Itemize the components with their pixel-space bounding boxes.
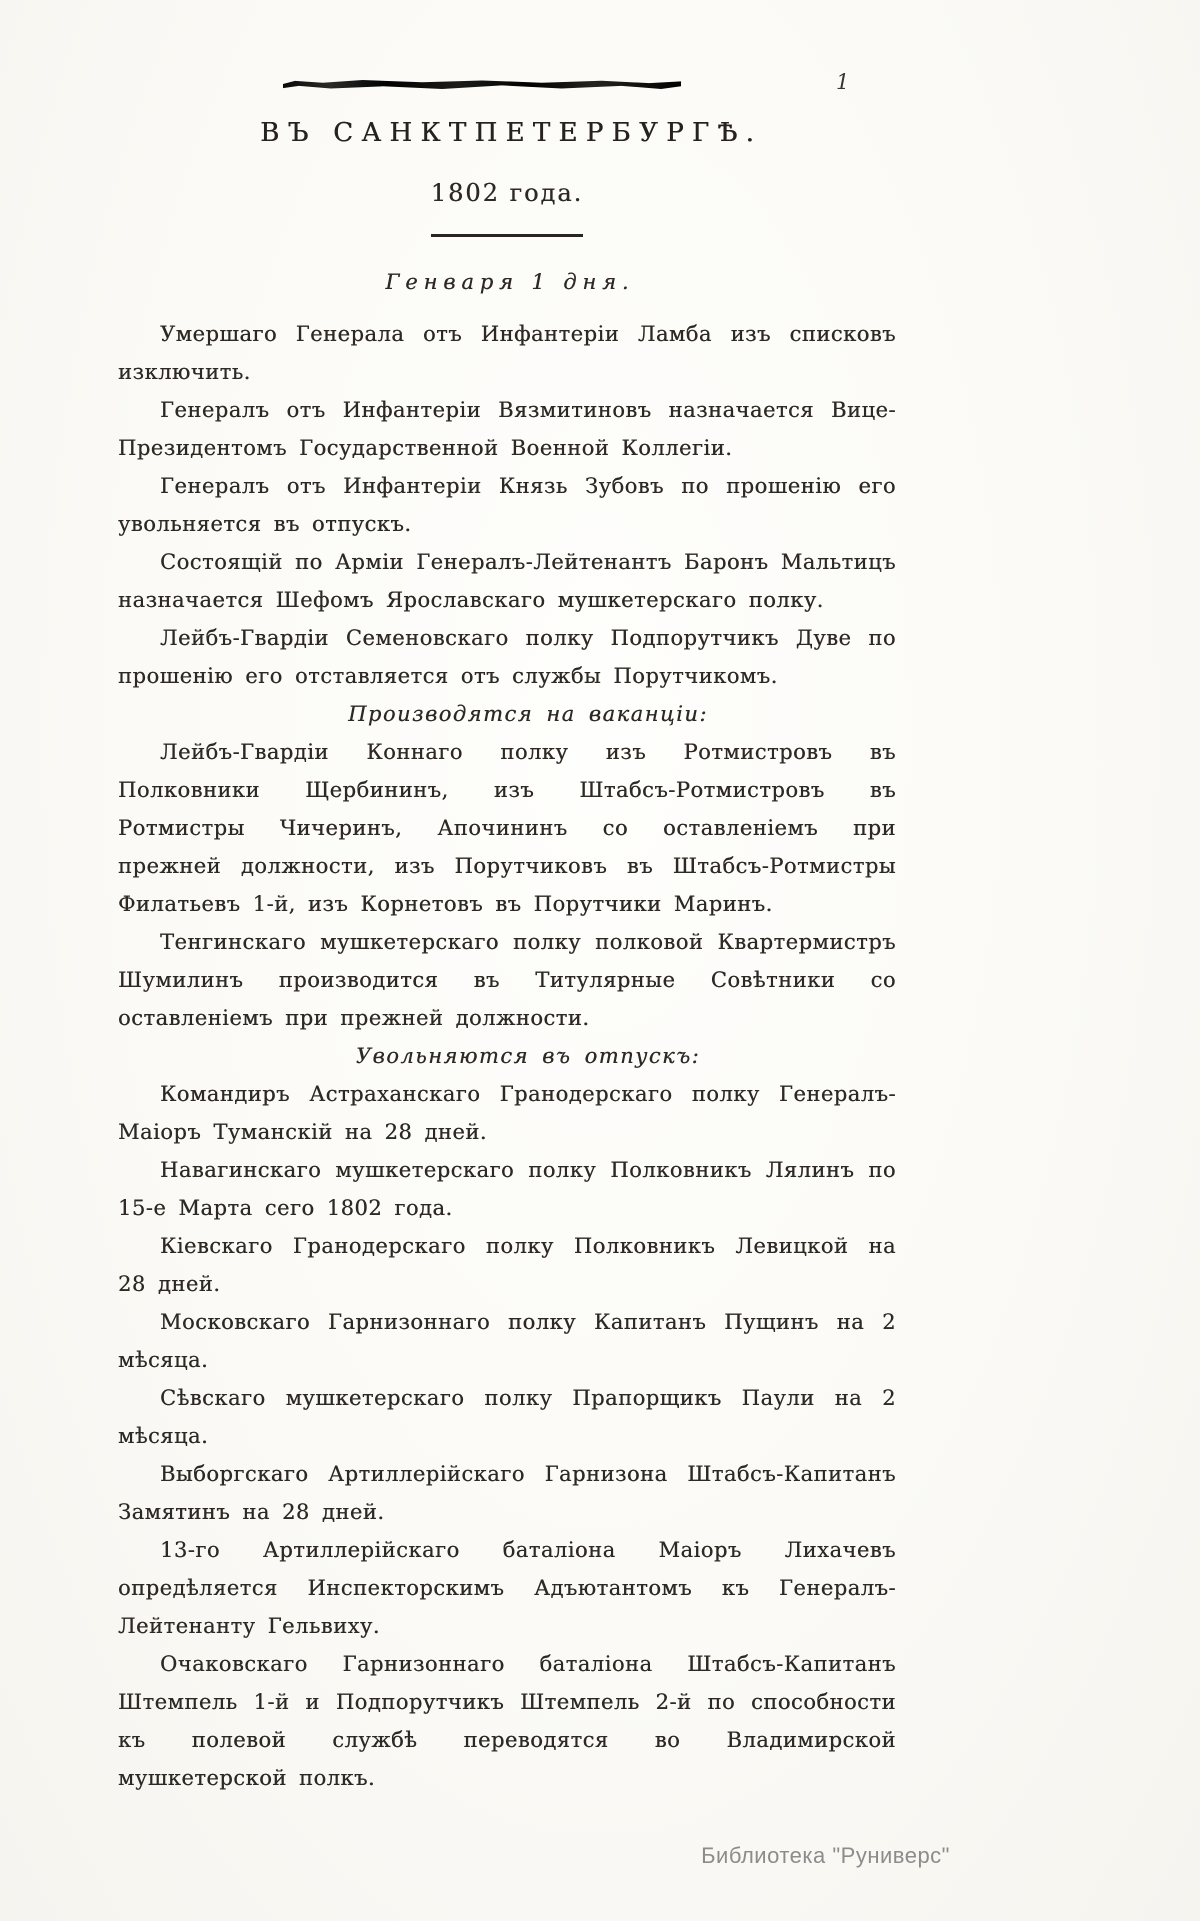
section-appointments bbox=[118, 315, 896, 695]
order-paragraph: Сѣвскаго мушкетерскаго полку Прапорщикъ Паули на 2 мѣсяца. bbox=[118, 1386, 896, 1448]
order-paragraph: 13-го Артиллерійскаго баталіона Маіоръ Лихачевъ опредѣляется Инспекторскимъ Адъютантомъ къ Генералъ-Лейтенанту Гельвиху. bbox=[118, 1538, 896, 1638]
order-paragraph: Генералъ отъ Инфантеріи Князь Зубовъ по прошенію его увольняется въ отпускъ. bbox=[118, 474, 896, 536]
order-paragraph: Состоящій по Арміи Генералъ-Лейтенантъ Баронъ Мальтицъ назначается Шефомъ Ярославскаго мушкетерскаго полку. bbox=[118, 550, 896, 612]
order-paragraph: Московскаго Гарнизоннаго полку Капитанъ Пущинъ на 2 мѣсяца. bbox=[118, 1310, 896, 1372]
library-watermark: Библиотека "Руниверс" bbox=[701, 1843, 950, 1868]
order-paragraph: Генералъ отъ Инфантеріи Вязмитиновъ назначается Вице-Президентомъ Государственной Военной Коллегіи. bbox=[118, 398, 896, 460]
section-leaves bbox=[118, 1037, 896, 1797]
order-paragraph: Навагинскаго мушкетерскаго полку Полковникъ Лялинъ по 15-е Марта сего 1802 года. bbox=[118, 1158, 896, 1220]
order-paragraph: Лейбъ-Гвардіи Семеновскаго полку Подпорутчикъ Дуве по прошенію его отставляется отъ службы Порутчикомъ. bbox=[118, 626, 896, 688]
city-title: ВЪ САНКТПЕТЕРБУРГѢ. bbox=[260, 118, 763, 148]
order-paragraph: Командиръ Астраханскаго Гранодерскаго полку Генералъ-Маіоръ Туманскій на 28 дней. bbox=[118, 1082, 896, 1144]
page-number: 1 bbox=[836, 70, 850, 94]
document-content bbox=[118, 118, 896, 1797]
section-promotions bbox=[118, 695, 896, 1037]
date-heading: Генваря 1 дня. bbox=[385, 270, 635, 294]
order-paragraph: Тенгинскаго мушкетерскаго полку полковой Квартермистръ Шумилинъ производится въ Титулярные Совѣтники со оставленіемъ при прежней должности. bbox=[118, 930, 896, 1030]
title-divider bbox=[431, 234, 583, 237]
order-paragraph: Кіевскаго Гранодерскаго полку Полковникъ Левицкой на 28 дней. bbox=[118, 1234, 896, 1296]
year-line: 1802 года. bbox=[430, 179, 584, 207]
section-heading-promotions: Производятся на ваканціи: bbox=[348, 702, 708, 726]
orders-body bbox=[118, 315, 896, 1797]
order-paragraph: Выборгскаго Артиллерійскаго Гарнизона Штабсъ-Капитанъ Замятинъ на 28 дней. bbox=[118, 1462, 896, 1524]
order-paragraph: Умершаго Генерала отъ Инфантеріи Ламба изъ списковъ изключить. bbox=[118, 322, 896, 384]
section-heading-leaves: Увольняются въ отпускъ: bbox=[355, 1044, 701, 1068]
order-paragraph: Очаковскаго Гарнизоннаго баталіона Штабсъ-Капитанъ Штемпель 1-й и Подпорутчикъ Штемпель 2-й по способности къ полевой службѣ переводятся во Владимирской мушкетерской полкъ. bbox=[118, 1652, 896, 1790]
order-paragraph: Лейбъ-Гвардіи Коннаго полку изъ Ротмистровъ въ Полковники Щербининъ, изъ Штабсъ-Ротмистровъ въ Ротмистры Чичеринъ, Апочининъ со оставленіемъ при прежней должности, изъ Порутчиковъ въ Штабсъ-Ротмистры Филатьевъ 1-й, изъ Корнетовъ въ Порутчики Маринъ. bbox=[118, 740, 896, 916]
header-ornament-rule bbox=[283, 80, 681, 89]
